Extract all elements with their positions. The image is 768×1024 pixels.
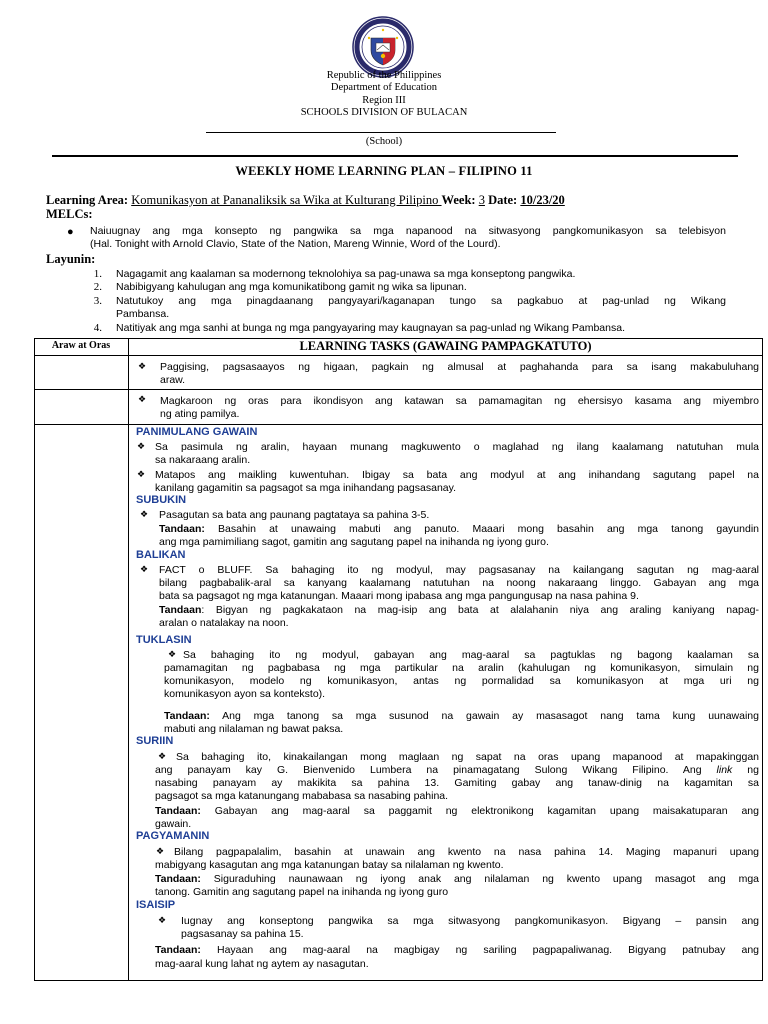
subukin-tandaan-text: Basahin at unawaing mabuti ang panuto. Maaari mong basahin ang mga tanong gayundin (204, 523, 759, 535)
row1-bullet-icon: ❖ (138, 361, 147, 371)
layunin-num-4: 4. (93, 322, 102, 334)
table-col-divider (128, 338, 129, 981)
tuklasin-b-l3: komunikasyon, modelo ng komunikasyon, antas ng pormalidad sa komunikasyon at mga uri ng (164, 675, 759, 687)
layunin-label: Layunin: (46, 252, 96, 266)
isaisip-tandaan-l2: mag-aaral kung lahat ng aytem ay nasagutan. (155, 958, 369, 970)
table-header-araw: Araw at Oras (51, 340, 111, 351)
tuklasin-tandaan-l2: mabuti ang nilalaman ng bawat paksa. (164, 723, 344, 735)
layunin-item-4: Natitiyak ang mga sanhi at bunga ng mga pangyayaring may kaugnayan sa pag-unlad ng Wikang Pambansa. (116, 322, 625, 334)
panimula-b1-l2: sa nakaraang aralin. (155, 454, 251, 466)
isaisip-tandaan-label: Tandaan: (155, 944, 201, 956)
balikan-bullet-icon: ❖ (140, 564, 149, 574)
balikan-b-l1: FACT o BLUFF. Sa bahaging ito ng modyul, may pagsasanay na kailangang sagutan ng mag-aaral (159, 564, 759, 576)
balikan-tandaan-text: : Bigyan ng pagkakataon na mag-isip ang bata at alalahanin niya ang araling kaniyang napag- (201, 604, 759, 616)
suriin-bullet-icon: ❖ (158, 751, 167, 761)
deped-seal-logo (352, 16, 414, 78)
melcs-line-2: (Hal. Tonight with Arnold Clavio, State of the Nation, Mareng Winnie, Word of the Lourd). (90, 238, 501, 250)
tuklasin-b-l4: komunikasyon ayon sa konteksto). (164, 688, 326, 700)
suriin-b-l2-text: ang panayam kay G. Bienvenido Lumbera na pinamagatang Sulong Wikang Filipino. Ang (155, 764, 702, 776)
table-header-divider (34, 355, 763, 356)
header-school-label: (School) (365, 136, 403, 147)
panimula-bullet-2-icon: ❖ (137, 469, 146, 479)
suriin-b-l4: pagsagot sa mga katanungang mababasa sa nasabing pahina. (155, 790, 449, 802)
balikan-tandaan-l2: aralan o natalakay na noon. (159, 617, 289, 629)
layunin-num-2: 2. (93, 281, 102, 293)
layunin-item-2: Nabibigyang kahulugan ang mga komunikatibong gamit ng wika sa lipunan. (116, 281, 467, 293)
section-balikan-heading: BALIKAN (136, 549, 186, 561)
subukin-b1: Pasagutan sa bata ang paunang pagtataya sa pahina 3-5. (159, 509, 430, 521)
isaisip-b-l1: Iugnay ang konseptong pangwika sa mga sitwasyong pangkomunikasyon. Bigyang – pansin ang (181, 915, 759, 927)
panimula-b2-l2: kanilang gagamitin sa pagsagot sa mga inihandang pagsasanay. (155, 482, 457, 494)
isaisip-tandaan-text: Hayaan ang mag-aaral na magbigay ng sariling pagpapaliwanag. Bigyang patnubay ang (200, 944, 759, 956)
header-republic: Republic of the Philippines (326, 70, 442, 81)
suriin-b-l1: Sa bahaging ito, kinakailangan mong maglaan ng sapat na oras upang mapanood at mapakinggan (176, 751, 759, 763)
header-division: SCHOOLS DIVISION OF BULACAN (300, 107, 468, 118)
section-subukin-heading: SUBUKIN (136, 494, 187, 506)
week-label: Week: (441, 193, 476, 207)
section-panimula-heading: PANIMULANG GAWAIN (136, 426, 258, 438)
melcs-label: MELCs: (46, 207, 93, 221)
table-row1-divider (34, 389, 763, 390)
week-value: 3 (478, 193, 485, 207)
table-row2-divider (34, 424, 763, 425)
row2-bullet-icon: ❖ (138, 394, 147, 404)
suriin-tandaan-l2: gawain. (155, 818, 192, 830)
pagyamanin-tandaan-label: Tandaan: (155, 873, 201, 885)
panimula-b1-l1: Sa pasimula ng aralin, hayaan munang magkuwento o maglahad ng ilang kaalamang natutuhan mula (155, 441, 759, 453)
pagyamanin-bullet-icon: ❖ (156, 846, 165, 856)
date-label: Date: (488, 193, 518, 207)
learning-area-row (46, 194, 565, 207)
page-title: WEEKLY HOME LEARNING PLAN – FILIPINO 11 (235, 164, 533, 178)
pagyamanin-b-l2: mabigyang kasagutan ang mga katanungan batay sa nilalaman ng kwento. (155, 859, 504, 871)
layunin-item-3: Natutukoy ang mga pinagdaanang pangyayari/kaganapan tungo sa pagkabuo at pag-unlad ng Wikang (116, 295, 726, 307)
tuklasin-tandaan-text: Ang mga tanong sa mga susunod na gawain ay masasagot nang tama kung uunawaing (209, 710, 759, 722)
pagyamanin-tandaan-l2: tanong. Gamitin ang sagutang papel na inihanda ng iyong guro (155, 886, 449, 898)
suriin-tandaan-text: Gabayan ang mag-aaral sa paggamit ng elektronikong kagamitan upang maisakatuparan ang (200, 805, 759, 817)
melcs-bullet: ● (67, 226, 74, 238)
header-department: Department of Education (330, 82, 438, 93)
suriin-b-l3: nasabing panayam ay makikita sa pahina 13. Gamiting gabay ang tanaw-dinig na kagamitan sa (155, 777, 759, 789)
tuklasin-b-l1: Sa bahaging ito ng modyul, gabayan ang mag-aaral sa pagtuklas ng bagong kaalaman sa (183, 649, 759, 661)
layunin-item-3-cont: Pambansa. (116, 308, 170, 320)
tuklasin-b-l2: pamamagitan ng pagbabasa ng mga partikular na aralin (kahulugan ng komunikasyon, simulain ng (164, 662, 759, 674)
suriin-b-l2-end: ng (732, 764, 759, 776)
panimula-bullet-1-icon: ❖ (137, 441, 146, 451)
isaisip-bullet-icon: ❖ (158, 915, 167, 925)
tuklasin-tandaan-label: Tandaan: (164, 710, 210, 722)
suriin-link-word: link (716, 764, 733, 776)
subukin-tandaan-label: Tandaan: (159, 523, 205, 535)
layunin-item-1: Nagagamit ang kaalaman sa modernong teknolohiya sa pag-unawa sa mga konseptong pangwika. (116, 268, 576, 280)
melcs-line-1: Naiuugnay ang mga konsepto ng pangwika sa mga napanood na sitwasyong pangkomunikasyon sa telebisyon (90, 225, 726, 237)
tuklasin-bullet-icon: ❖ (168, 649, 177, 659)
row2-line-1: Magkaroon ng oras para ikondisyon ang katawan sa pamamagitan ng ehersisyo kasama ang miyembro (160, 395, 759, 407)
learning-area-value: Komunikasyon at Pananaliksik sa Wika at Kulturang Pilipino (131, 193, 442, 207)
panimula-b2-l1: Matapos ang maikling kuwentuhan. Ibigay sa bata ang modyul at ang inihandang sagutang papel na (155, 469, 759, 481)
pagyamanin-b-l1: Bilang pagpapalalim, basahin at unawain ang kwento na nasa pahina 14. Maging mapanuri upang (174, 846, 759, 858)
layunin-num-1: 1. (93, 268, 102, 280)
section-isaisip-heading: ISAISIP (136, 899, 176, 911)
balikan-b-l3: bata sa pagsagot ng mga katanungan. Maaari mong ipabasa ang mga pangungusap na nasa pahina 9. (159, 590, 639, 602)
school-blank-line (206, 132, 556, 133)
section-pagyamanin-heading: PAGYAMANIN (136, 830, 210, 842)
header-divider (52, 155, 738, 157)
pagyamanin-tandaan-text: Siguraduhing naunawaan ng iyong anak ang nilalaman ng kwento upang masagot ang mga (200, 873, 759, 885)
row2-line-2: ng ating pamilya. (160, 408, 240, 420)
date-value: 10/23/20 (520, 193, 565, 207)
balikan-tandaan-label: Tandaan (159, 604, 202, 616)
layunin-num-3: 3. (93, 295, 102, 307)
section-tuklasin-heading: TUKLASIN (136, 634, 192, 646)
subukin-tandaan-l2: ang mga pamimiliang sagot, gamitin ang sagutang papel na inihanda ng iyong guro. (159, 536, 549, 548)
subukin-bullet-icon: ❖ (140, 509, 149, 519)
row1-line-1: Paggising, pagsasaayos ng higaan, pagkain ng almusal at paghahanda para sa isang makabuluhang (160, 361, 759, 373)
isaisip-b-l2: pagsasanay sa pahina 15. (181, 928, 304, 940)
suriin-tandaan-label: Tandaan: (155, 805, 201, 817)
table-header-tasks: LEARNING TASKS (GAWAING PAMPAGKATUTO) (299, 339, 592, 353)
row1-line-2: araw. (160, 374, 186, 386)
section-suriin-heading: SURIIN (136, 735, 174, 747)
balikan-b-l2: bilang pagbabalik-aral sa kanyang kaalamang natutuhan na noong nakaraang linggo. Gabayan ang mga (159, 577, 759, 589)
learning-area-label: Learning Area: (46, 193, 129, 207)
header-region: Region III (362, 95, 406, 106)
